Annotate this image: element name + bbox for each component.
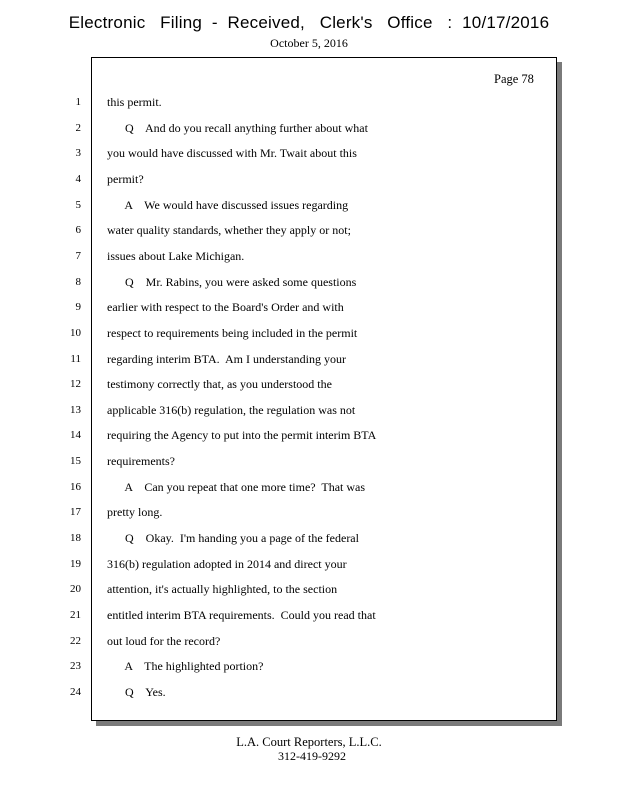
- line-number: 16: [70, 480, 81, 493]
- line-number: 17: [70, 506, 81, 519]
- line-number: 9: [75, 301, 81, 314]
- transcript-line: [0, 453, 618, 469]
- transcript-line: [0, 658, 618, 674]
- line-number: 18: [70, 532, 81, 545]
- transcript-line: [0, 427, 618, 443]
- line-number: 15: [70, 455, 81, 468]
- line-number: 19: [70, 557, 81, 570]
- line-text: applicable 316(b) regulation, the regulation was not: [107, 402, 356, 417]
- transcript-line: [0, 248, 618, 264]
- line-text: entitled interim BTA requirements. Could you read that: [107, 608, 376, 622]
- line-number: 10: [70, 326, 81, 339]
- transcript-line: [0, 376, 618, 392]
- page-number: Page 78: [494, 72, 534, 86]
- transcript-line: [0, 504, 618, 520]
- line-number: 20: [70, 583, 81, 596]
- line-text: out loud for the record?: [107, 633, 221, 648]
- transcript-line: [0, 479, 618, 495]
- transcript-line: [0, 325, 618, 341]
- line-text: 316(b) regulation adopted in 2014 and direct your: [107, 556, 347, 571]
- transcript-line: [0, 274, 618, 290]
- transcript-line: [0, 530, 618, 546]
- transcript-line: [0, 556, 618, 572]
- line-text: Q Okay. I'm handing you a page of the federal: [107, 531, 359, 546]
- line-text: regarding interim BTA. Am I understanding your: [107, 351, 346, 366]
- line-text: testimony correctly that, as you understood the: [107, 377, 332, 392]
- line-number: 22: [70, 634, 81, 647]
- transcript-line: [0, 222, 618, 238]
- transcript-line: [0, 299, 618, 315]
- line-number: 3: [75, 147, 81, 160]
- line-number: 2: [75, 121, 81, 134]
- line-text: Q And do you recall anything further about what: [107, 120, 368, 135]
- transcript-line: [0, 581, 618, 597]
- filing-stamp: Electronic Filing - Received, Clerk's Office : 10/17/2016: [68, 13, 550, 32]
- line-number: 7: [75, 249, 81, 262]
- line-number: 4: [75, 172, 81, 185]
- line-number: 6: [75, 224, 81, 237]
- transcript-line: [0, 145, 618, 161]
- line-text: issues about Lake Michigan.: [107, 248, 245, 263]
- transcript-line: [0, 351, 618, 367]
- line-number: 24: [70, 685, 81, 698]
- transcript-line: [0, 197, 618, 213]
- line-text: requirements?: [107, 454, 175, 469]
- line-text: this permit.: [107, 95, 162, 109]
- line-text: attention, it's actually highlighted, to the section: [107, 582, 338, 597]
- line-text: requiring the Agency to put into the permit interim BTA: [107, 428, 377, 443]
- line-number: 21: [70, 609, 81, 621]
- line-text: earlier with respect to the Board's Order and with: [107, 300, 344, 315]
- line-text: permit?: [107, 171, 144, 186]
- line-text: water quality standards, whether they apply or not;: [107, 223, 351, 238]
- line-number: 1: [75, 96, 81, 108]
- transcript-line: [0, 171, 618, 187]
- reporter-company: L.A. Court Reporters, L.L.C.: [236, 735, 382, 749]
- reporter-phone: 312-419-9292: [278, 749, 346, 763]
- line-text: A Can you repeat that one more time? That was: [107, 479, 366, 494]
- line-number: 14: [70, 429, 81, 442]
- line-text: A The highlighted portion?: [107, 659, 264, 674]
- transcript-line: [0, 94, 618, 110]
- transcript-line: [0, 684, 618, 700]
- line-text: respect to requirements being included in the permit: [107, 325, 358, 340]
- line-number: 12: [70, 378, 81, 391]
- line-number: 23: [70, 660, 81, 673]
- line-text: Q Mr. Rabins, you were asked some questions: [107, 274, 357, 289]
- line-text: you would have discussed with Mr. Twait about this: [107, 146, 357, 161]
- line-number: 8: [75, 275, 81, 288]
- transcript-line: [0, 633, 618, 649]
- transcript-line: [0, 120, 618, 136]
- line-text: A We would have discussed issues regarding: [107, 197, 349, 212]
- line-text: pretty long.: [107, 505, 163, 520]
- line-number: 11: [70, 352, 81, 365]
- line-text: Q Yes.: [107, 684, 166, 699]
- line-number: 13: [70, 403, 81, 416]
- line-number: 5: [75, 198, 81, 211]
- document-date: October 5, 2016: [270, 36, 348, 50]
- transcript-line: [0, 402, 618, 418]
- transcript-line: [0, 607, 618, 623]
